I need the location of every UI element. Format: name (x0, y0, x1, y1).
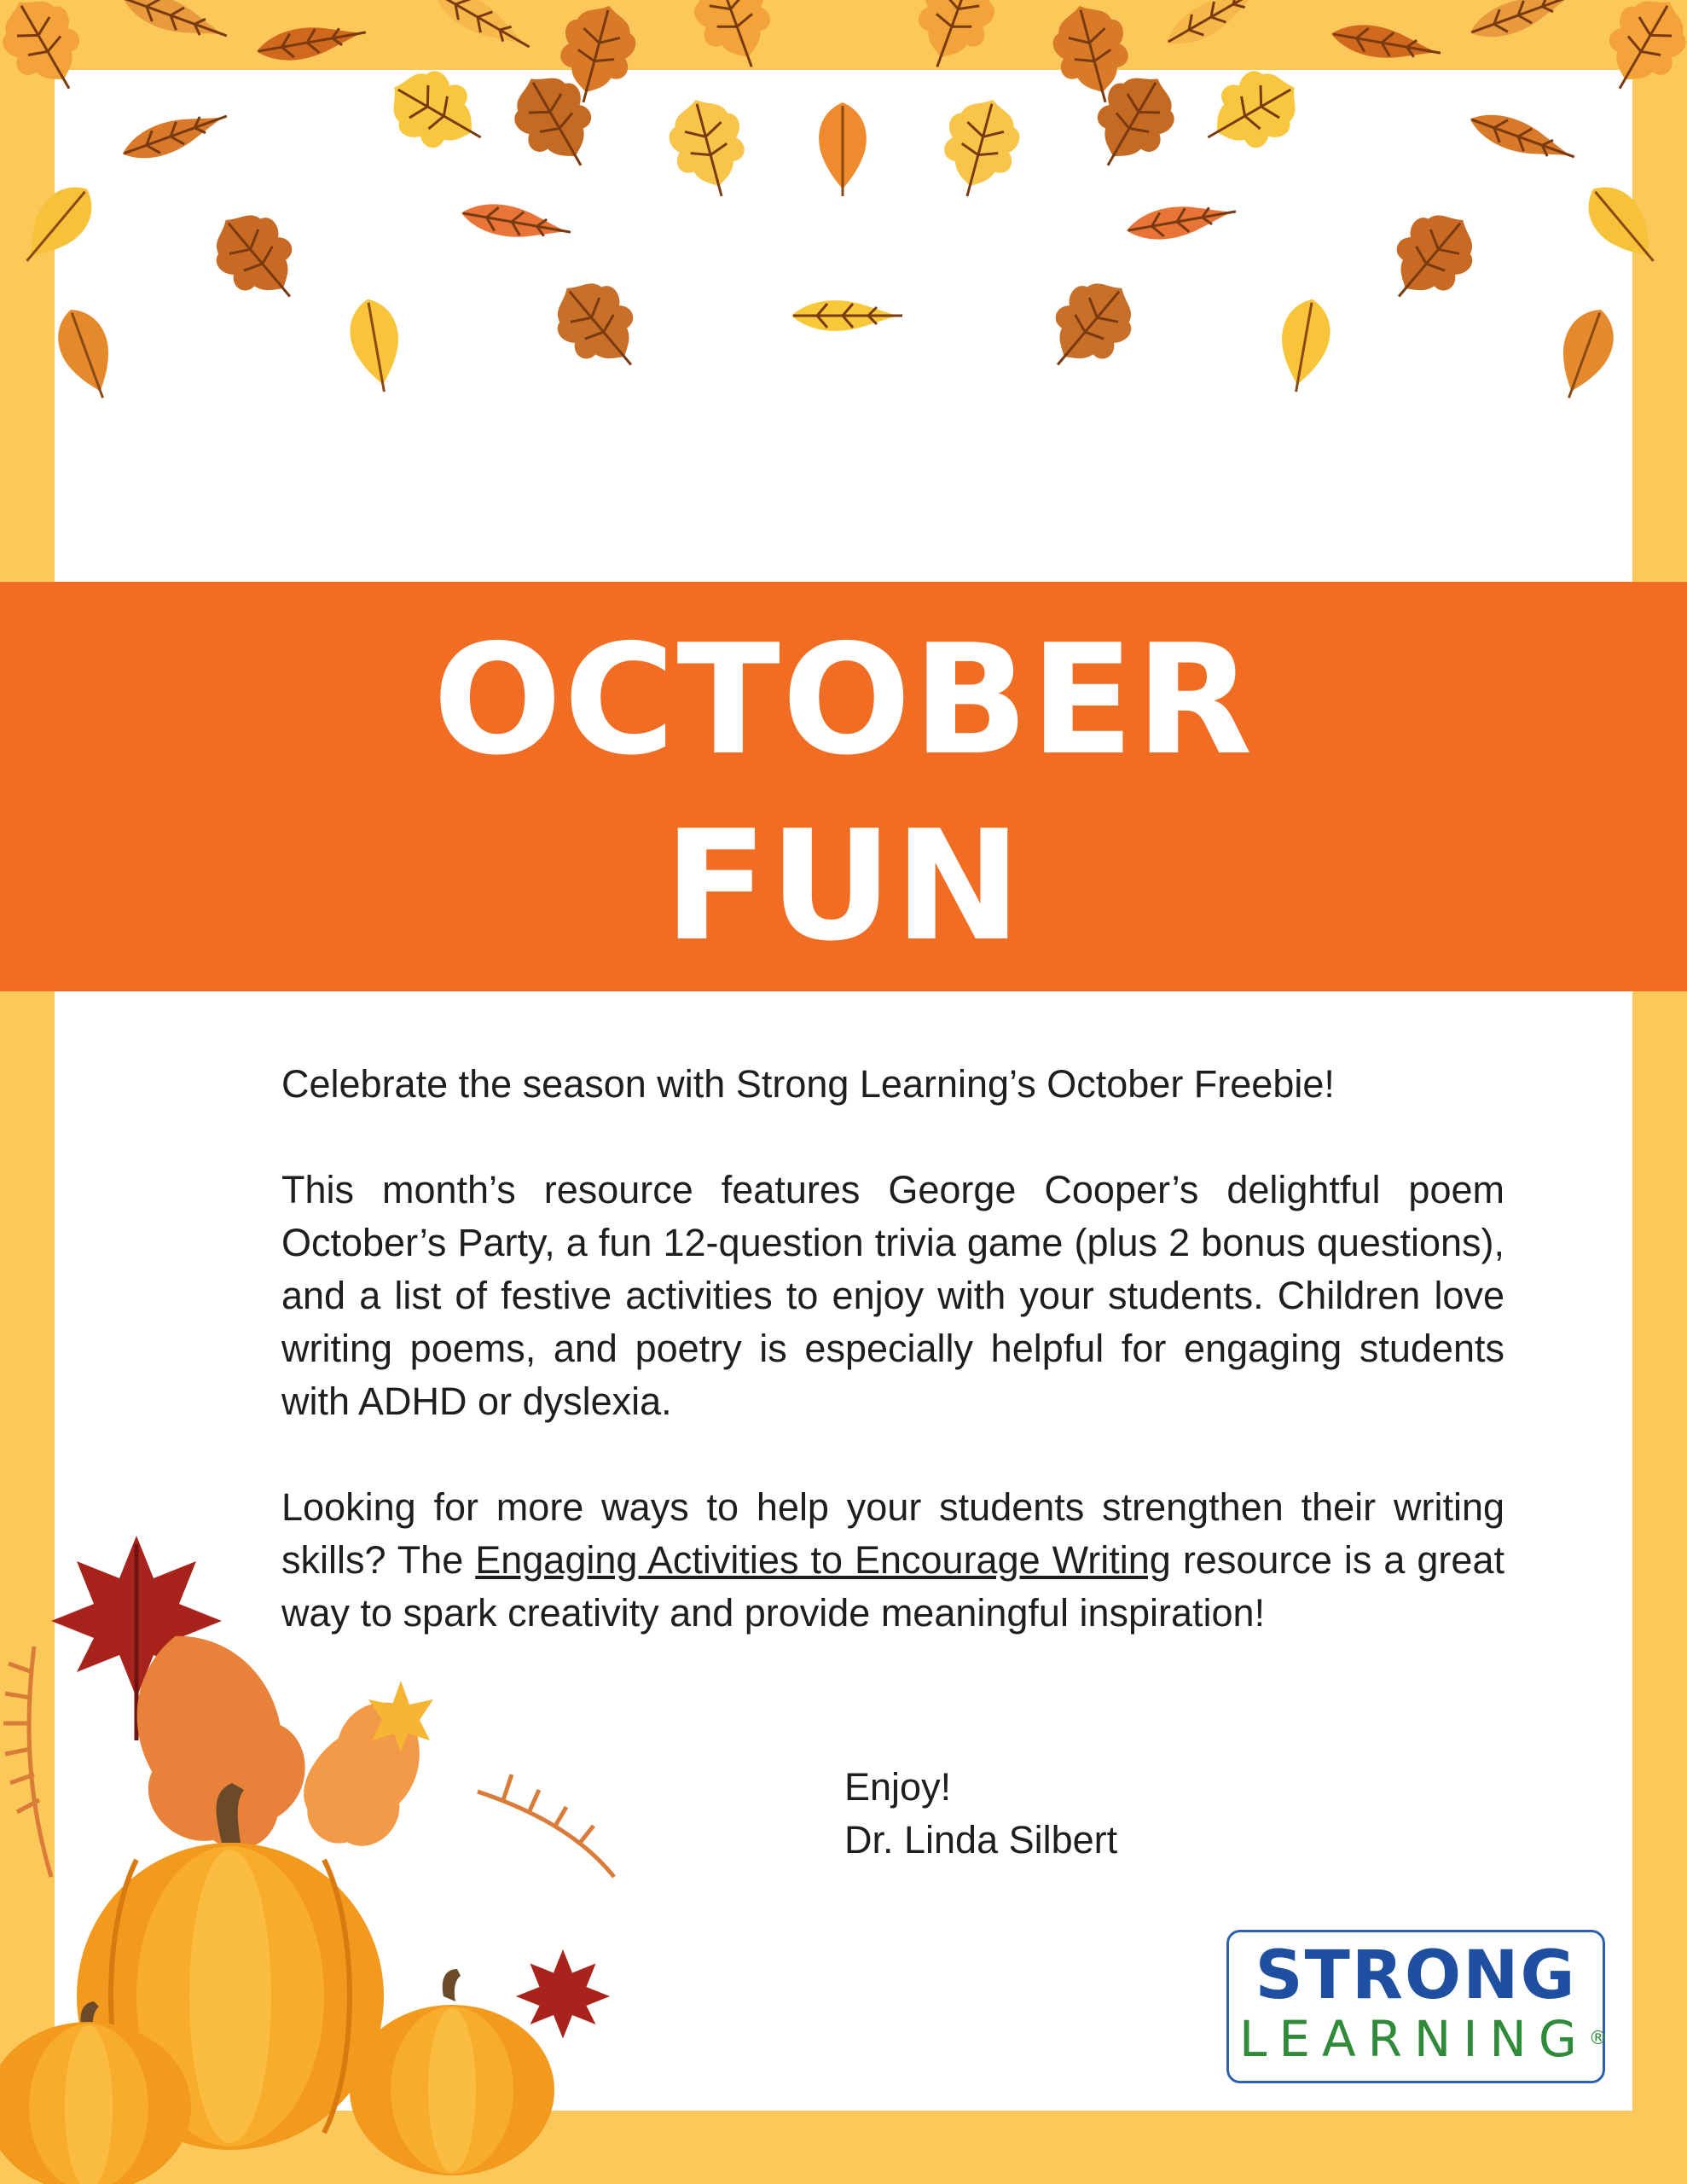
leaf-icon (0, 0, 100, 107)
leaf-icon (1464, 105, 1579, 171)
leaf-icon (1272, 295, 1336, 396)
resource-paragraph: This month’s resource features George Cooper’s delightful poem October’s Party, a fun 12-question trivia game (plus 2 bonus questions), and a list of festive activities to enjoy with your students. Children love writing poems, and poetry is especially helpful for engaging students with ADHD or dyslexia. (281, 1168, 1504, 1423)
leaf-icon (376, 56, 498, 168)
leaf-icon (819, 102, 867, 196)
intro-paragraph: Celebrate the season with Strong Learning’s October Freebie! (281, 1062, 1335, 1106)
paragraph-text: Looking for more ways to help your students strengthen their writing skills? The (281, 1485, 1504, 1582)
leaf-icon (345, 295, 408, 396)
leaf-icon (1329, 19, 1443, 68)
leaf-icon (426, 0, 537, 61)
signoff (844, 1761, 1117, 1867)
leaf-icon (459, 198, 573, 247)
leaf-icon (49, 301, 125, 405)
logo-word-strong: STRONG (1255, 1937, 1577, 2014)
fern-icon (3, 1647, 614, 1877)
leaf-icon (254, 17, 368, 67)
leaf-icon (791, 300, 902, 331)
leaf-icon (1124, 196, 1238, 246)
leaf-icon (117, 0, 231, 50)
strong-learning-logo (1226, 1930, 1608, 2083)
pumpkins-decoration (0, 1519, 648, 2184)
title-line-1: OCTOBER (432, 612, 1255, 788)
leaf-icon (9, 174, 105, 276)
registered-mark: ® (1588, 2028, 1608, 2049)
leaf-icon (684, 0, 786, 79)
leaf-icon (932, 90, 1027, 206)
leaf-icon (198, 197, 317, 320)
leaf-icon (1589, 0, 1687, 107)
autumn-leaves-decoration (0, 0, 1687, 444)
leaf-icon (1546, 301, 1623, 405)
leaf-icon (1159, 0, 1271, 56)
logo-word-learning (1229, 2010, 1608, 2068)
paragraph-text: resource is a great way to spark creativity and provide meaningful inspiration! (281, 1538, 1504, 1635)
leaf-icon (1030, 265, 1150, 388)
title-line-2: FUN (664, 798, 1023, 974)
engaging-activities-link[interactable]: Engaging Activities to Encourage Writing (475, 1538, 1171, 1582)
signoff-author: Dr. Linda Silbert (844, 1818, 1118, 1862)
maple-leaf-icon (516, 1949, 610, 2039)
leaf-icon (1371, 197, 1491, 320)
leaf-icon (117, 102, 231, 168)
leaf-icon (661, 90, 756, 206)
leaf-icon (1190, 56, 1312, 168)
leaf-icon (903, 0, 1005, 79)
page-title (0, 607, 1687, 979)
leaf-icon (1464, 0, 1579, 47)
leaf-icon (539, 265, 658, 388)
logo-word-learning-text: LEARNING (1239, 2010, 1589, 2068)
signoff-greeting: Enjoy! (844, 1765, 952, 1809)
leaf-icon (1575, 174, 1672, 276)
